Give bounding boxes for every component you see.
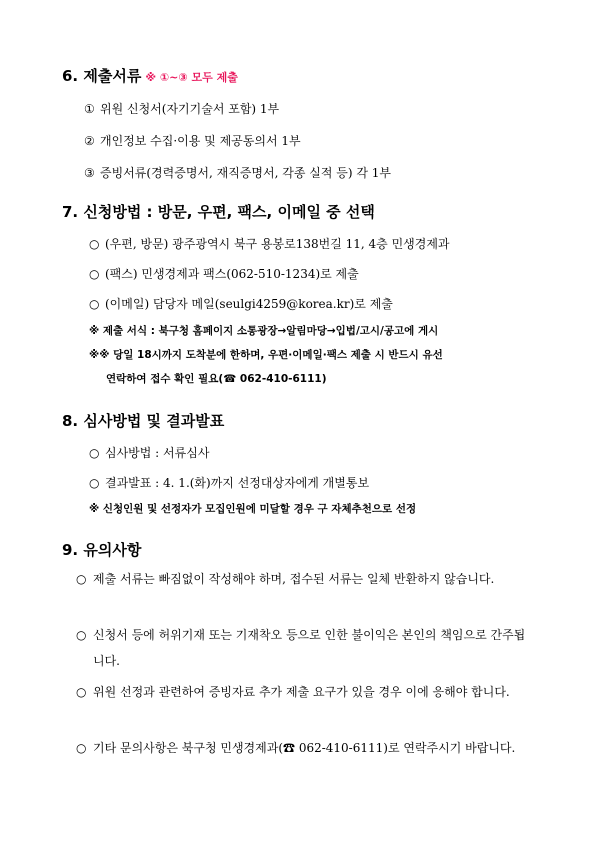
item-text: 제출 서류는 빠짐없이 작성해야 하며, 접수된 서류는 일체 반환하지 않습니다.: [93, 572, 495, 586]
section-6-item-2: [84, 133, 301, 149]
item-marker: ②: [84, 134, 95, 148]
item-text: 위원 선정과 관련하여 증빙자료 추가 제출 요구가 있을 경우 이에 응해야 합니다.: [93, 685, 510, 699]
section-7-note-deadline-line-2: 연락하여 접수 확인 필요(☎ 062-410-6111): [106, 373, 327, 385]
item-marker: ○: [89, 446, 100, 460]
section-7-item-1: [89, 236, 450, 252]
section-9-title: 9. 유의사항: [62, 541, 142, 559]
section-7-title: 7. 신청방법 : 방문, 우편, 팩스, 이메일 중 선택: [62, 203, 375, 221]
item-marker: ○: [76, 628, 87, 642]
item-marker: ○: [89, 267, 100, 281]
section-8-item-1: [89, 445, 209, 461]
item-text: 심사방법 : 서류심사: [105, 446, 210, 460]
item-marker: ○: [76, 685, 87, 699]
item-marker: ○: [76, 572, 87, 586]
section-8-item-2: [89, 475, 369, 491]
item-marker: ○: [89, 237, 100, 251]
item-marker: ○: [76, 741, 87, 755]
item-text: 기타 문의사항은 북구청 민생경제과(☎ 062-410-6111)로 연락주시기 바랍니다.: [93, 741, 516, 755]
section-7-note-form: ※ 제출 서식 : 북구청 홈페이지 소통광장→알림마당→입법/고시/공고에 게시: [89, 325, 439, 337]
section-9-item-4: [76, 735, 536, 761]
item-marker: ○: [89, 297, 100, 311]
section-7-note-deadline-line-1: ※※ 당일 18시까지 도착분에 한하며, 우편·이메일·팩스 제출 시 반드시 유선: [89, 349, 443, 361]
item-text: (팩스) 민생경제과 팩스(062-510-1234)로 제출: [105, 267, 359, 281]
item-text: (이메일) 담당자 메일(seulgi4259@korea.kr)로 제출: [105, 297, 393, 311]
section-6-note: ※ ①~③ 모두 제출: [145, 71, 238, 84]
item-text: (우편, 방문) 광주광역시 북구 용봉로138번길 11, 4층 민생경제과: [105, 237, 450, 251]
section-9-item-1: [76, 566, 536, 592]
item-text: 위원 신청서(자기기술서 포함) 1부: [100, 102, 280, 116]
section-6-heading: [62, 66, 238, 88]
item-text: 신청서 등에 허위기재 또는 기재착오 등으로 인한 불이익은 본인의 책임으로 간주됩니다.: [93, 628, 526, 668]
item-text: 개인정보 수집·이용 및 제공동의서 1부: [100, 134, 301, 148]
section-6-item-1: [84, 101, 279, 117]
section-6-title: 6. 제출서류: [62, 67, 142, 85]
section-8-heading: [62, 411, 224, 431]
item-text: 증빙서류(경력증명서, 재직증명서, 각종 실적 등) 각 1부: [100, 166, 391, 180]
section-7-heading: [62, 202, 375, 222]
section-6-item-3: [84, 165, 391, 181]
section-7-item-3: [89, 296, 393, 312]
section-8-note: ※ 신청인원 및 선정자가 모집인원에 미달할 경우 구 자체추천으로 선정: [89, 503, 417, 515]
section-9-heading: [62, 540, 141, 560]
section-9-item-2: [76, 622, 536, 674]
item-marker: ③: [84, 166, 95, 180]
item-marker: ○: [89, 476, 100, 490]
item-marker: ①: [84, 102, 95, 116]
section-9-item-3: [76, 679, 536, 705]
section-8-title: 8. 심사방법 및 결과발표: [62, 412, 225, 430]
item-text: 결과발표 : 4. 1.(화)까지 선정대상자에게 개별통보: [105, 476, 370, 490]
section-7-item-2: [89, 266, 359, 282]
